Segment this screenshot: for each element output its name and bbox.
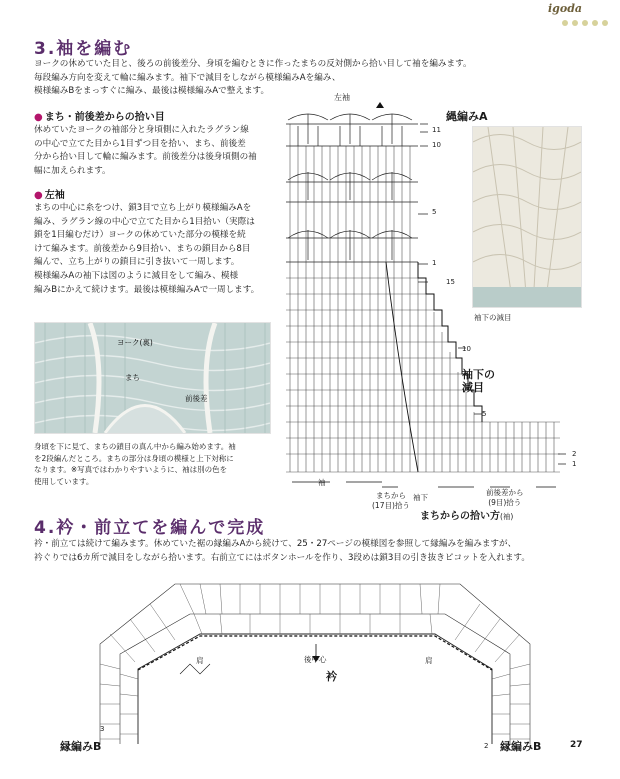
underarm-small-label: 袖下 <box>413 493 428 502</box>
left-sleeve-text <box>34 202 266 297</box>
intro-line: 模様編みBをまっすぐに編み、最後は模様編みAで整えます。 <box>34 86 270 97</box>
row-number: 1 <box>432 259 437 267</box>
text-line: 分から拾い目して輪に編みます。前後差分は後身頃側の袖 <box>34 152 257 163</box>
sleeve-label: 袖 <box>318 478 326 487</box>
intro-line: ヨークの休めていた目と、後ろの前後差分、身頃を編むときに作ったまちの反対側から拾い目して袖を編みます。 <box>34 59 472 69</box>
shoulder-label-right: 肩 <box>425 656 433 665</box>
section-4-title: 4.衿・前立てを編んで完成 <box>34 518 266 538</box>
row-number: 10 <box>432 141 441 149</box>
text-line: の中心で立てた目から1目ずつ目を拾い、まち、前後差 <box>34 138 246 149</box>
subheading-text: まち・前後差からの拾い目 <box>44 112 165 123</box>
collar-label: 衿 <box>326 670 337 683</box>
edge-b-label-left: 縁編みB <box>60 740 102 753</box>
photo-1-caption <box>34 441 269 487</box>
subheading-left-sleeve <box>34 186 65 201</box>
underarm-decrease-label: 袖下の 減目 <box>462 368 495 394</box>
from-diff-label: 前後差から (9目)拾う <box>486 488 524 507</box>
photo-underarm-decrease <box>472 126 582 308</box>
text-line: 衿ぐりでは6カ所で減目をしながら拾います。右前立てにはボタンホールを作り、3段めは鎖3目の引き抜きピコットを入れます。 <box>34 552 530 563</box>
row-number: 5 <box>432 208 437 216</box>
lace-photo-image <box>473 127 581 307</box>
text-line: けて編みます。前後差から9目拾い、まちの鎖目から8目 <box>34 243 251 254</box>
caption-line: を2段編んだところ。まちの部分は身頃の模様と上下対称に <box>34 453 234 463</box>
from-gusset-label: まちから (17目)拾う <box>372 491 410 510</box>
row-number: 1 <box>572 460 577 468</box>
row-number: 15 <box>446 278 455 286</box>
bullet-icon: ● <box>34 112 43 123</box>
brand-logo: igoda <box>548 2 583 15</box>
pickup-title-text: まちからの拾い方 <box>420 511 500 522</box>
photo-label-yoke: ヨーク(裏) <box>117 338 153 347</box>
text-line: 鎖を1目編むだけ）ヨークの休めていた部分の模様を続 <box>34 230 246 241</box>
section-3-title: 3.袖を編む <box>34 39 133 59</box>
bullet-icon: ● <box>34 190 43 201</box>
gusset-pickup-text <box>34 124 266 178</box>
back-center-label: 後中心 <box>304 655 327 664</box>
text-line: 編んで、立ち上がりの鎖目に引き抜いて一周します。 <box>34 257 240 268</box>
pattern-a-label: 縄編みA <box>446 110 488 123</box>
caption-line: 使用しています。 <box>34 476 94 486</box>
caption-line: 身頃を下に見て、まちの鎖目の真ん中から編み始めます。袖 <box>34 442 236 451</box>
text-line: 幅に加えられます。 <box>34 165 111 176</box>
decorative-dots-icon <box>560 18 610 28</box>
subheading-gusset-pickup <box>34 108 165 123</box>
row-number: 2 <box>572 450 577 458</box>
sleeve-chart-title: 左袖 <box>334 93 350 102</box>
edge-b-label-right: 縁編みB <box>500 740 542 753</box>
row-number: 5 <box>482 410 487 418</box>
row-number: 2 <box>484 742 489 750</box>
photo-2-caption: 袖下の減目 <box>474 313 512 322</box>
text-line: 衿・前立ては続けて編みます。休めていた裾の縁編みAから続けて、25・27ページの模様図を参照して縁編みを編みますが、 <box>34 539 517 549</box>
row-number: 3 <box>100 725 105 733</box>
pickup-suffix-text: (袖) <box>500 512 514 521</box>
text-line: 編みBにかえて続けます。最後は模様編みAで一周します。 <box>34 284 260 295</box>
subheading-text: 左袖 <box>44 190 65 201</box>
text-line: 編み、ラグラン線の中心で立てた目から1目拾い（実際は <box>34 216 255 227</box>
photo-label-diff: 前後差 <box>185 394 208 403</box>
photo-label-gusset: まち <box>125 373 140 382</box>
section-4-text <box>34 538 609 565</box>
row-number: 10 <box>462 345 471 353</box>
page-number: 27 <box>570 740 583 750</box>
shoulder-label-left: 肩 <box>196 656 204 665</box>
section-3-intro <box>34 58 604 99</box>
row-number: 11 <box>432 126 441 134</box>
text-line: 休めていたヨークの袖部分と身頃側に入れたラグラン線 <box>34 125 249 135</box>
intro-line: 毎段編み方向を変えて輪に編みます。袖下で減目をしながら模様編みAを編み、 <box>34 72 341 83</box>
text-line: 模様編みAの袖下は図のように減目をして編み、模様 <box>34 270 239 281</box>
caption-line: なります。※写真ではわかりやすいように、袖は別の色を <box>34 465 228 474</box>
photo-gusset-start <box>34 322 271 434</box>
text-line: まちの中心に糸をつけ、鎖3目で立ち上がり模様編みAを <box>34 203 252 213</box>
pickup-method-title <box>420 507 513 522</box>
fan-band-1 <box>286 114 418 146</box>
